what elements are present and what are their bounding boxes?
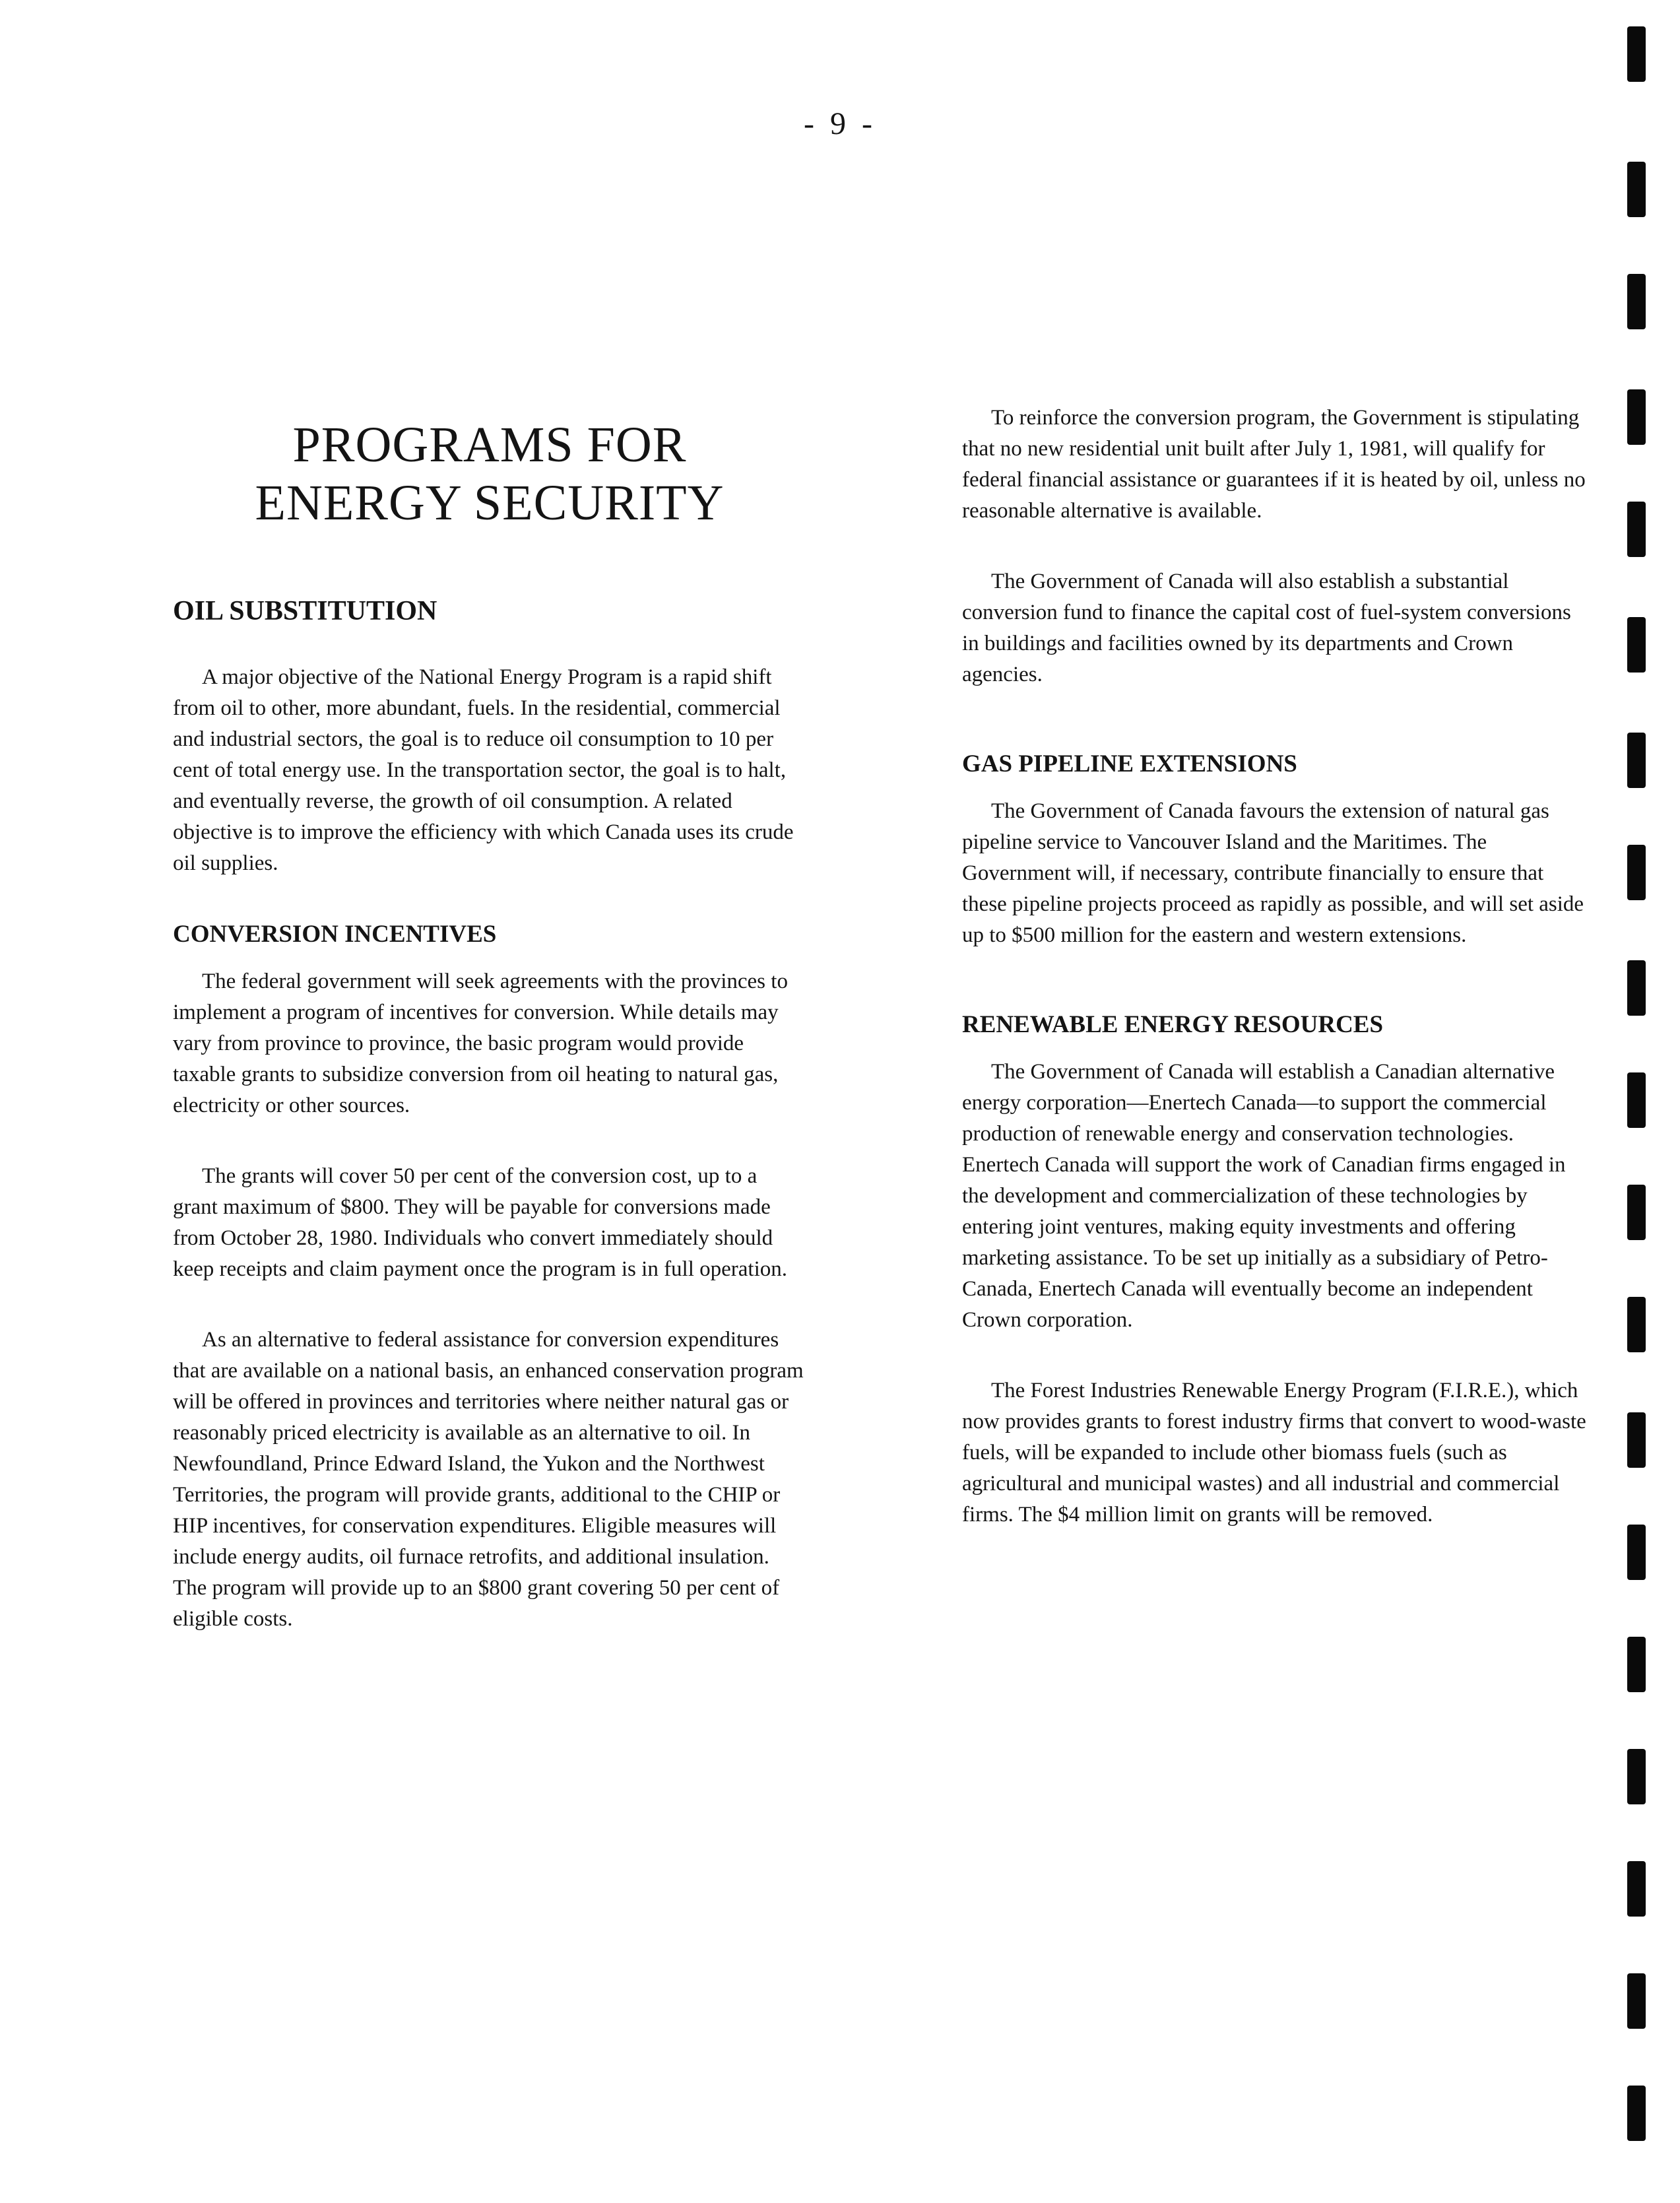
page-number: - 9 - (804, 106, 876, 141)
binder-mark (1627, 733, 1646, 788)
oil-substitution-heading: OIL SUBSTITUTION (173, 596, 437, 626)
binder-mark (1627, 1973, 1646, 2029)
binder-mark (1627, 2086, 1646, 2141)
conversion-incentives-paragraph-3: As an alternative to federal assistance for conversion expenditures that are available on a national basis, an enhanced conservation program will be offered in provinces and territories where neither natural gas or reasonably priced electricity is available as an alternative to oil. In Newfoundland, Prince Edward Island, the Yukon and the Northwest Territories, the program will provide grants, additional to the CHIP or HIP incentives, for conservation expenditures. Eligible measures will include energy audits, oil furnace retrofits, and additional insulation. The program will provide up to an $800 grant covering 50 per cent of eligible costs. (173, 1328, 804, 1631)
conversion-fund-paragraph: The Government of Canada will also establish a substantial conversion fund to finance the capital cost of fuel-system conversions in buildings and facilities owned by its departments and Crown agencies. (962, 570, 1571, 686)
conversion-incentives-paragraph-2: The grants will cover 50 per cent of the conversion cost, up to a grant maximum of $800. They will be payable for conversions made from October 28, 1980. Individuals who convert immediately should keep receipts and claim payment once the program is in full operation. (173, 1164, 788, 1281)
binder-mark (1627, 845, 1646, 900)
binder-mark (1627, 1412, 1646, 1468)
binder-mark (1627, 617, 1646, 673)
right-column (962, 403, 1592, 1530)
page-title-line-2: ENERGY SECURITY (255, 475, 725, 531)
fire-program-paragraph: The Forest Industries Renewable Energy Program (F.I.R.E.), which now provides grants to forest industry firms that convert to wood-waste fuels, will be expanded to include other biomass fuels (such as agricultural and municipal wastes) and all industrial and commercial firms. The $4 million limit on grants will be removed. (962, 1379, 1586, 1527)
binder-mark (1627, 502, 1646, 557)
page-title-line-1: PROGRAMS FOR (292, 417, 687, 473)
binder-mark (1627, 1861, 1646, 1917)
enertech-paragraph: The Government of Canada will establish a Canadian alternative energy corporation—Enertech Canada—to support the commercial production of renewable energy and conservation technologies. Enertech Canada will support the work of Canadian firms engaged in the development and commercialization of these technologies by entering joint ventures, making equity investments and offering marketing assistance. To be set up initially as a subsidiary of Petro-Canada, Enertech Canada will eventually become an independent Crown corporation. (962, 1060, 1566, 1332)
binder-mark (1627, 1297, 1646, 1352)
left-column (173, 416, 806, 1635)
page-title (173, 416, 806, 532)
binder-marks (1627, 0, 1654, 2203)
binder-mark (1627, 1637, 1646, 1692)
binder-mark (1627, 960, 1646, 1016)
conversion-incentives-heading: CONVERSION INCENTIVES (173, 921, 497, 948)
binder-mark (1627, 1749, 1646, 1804)
binder-mark (1627, 162, 1646, 217)
residential-unit-paragraph: To reinforce the conversion program, the Government is stipulating that no new residential unit built after July 1, 1981, will qualify for federal financial assistance or guarantees if it is heated by oil, unless no reasonable alternative is available. (962, 406, 1586, 523)
conversion-incentives-paragraph-1: The federal government will seek agreements with the provinces to implement a program of incentives for conversion. While details may vary from province to province, the basic program would provide taxable grants to subsidize conversion from oil heating to natural gas, electricity or other sources. (173, 970, 788, 1117)
binder-mark (1627, 1185, 1646, 1240)
gas-pipeline-paragraph: The Government of Canada favours the extension of natural gas pipeline service to Vancouver Island and the Maritimes. The Government will, if necessary, contribute financially to ensure that these pipeline projects proceed as rapidly as possible, and will set aside up to $500 million for the eastern and western extensions. (962, 799, 1584, 947)
oil-substitution-paragraph: A major objective of the National Energy Program is a rapid shift from oil to other, more abundant, fuels. In the residential, commercial and industrial sectors, the goal is to reduce oil consumption to 10 per cent of total energy use. In the transportation sector, the goal is to halt, and eventually reverse, the growth of oil consumption. A related objective is to improve the efficiency with which Canada uses its crude oil supplies. (173, 665, 794, 875)
binder-mark (1627, 389, 1646, 445)
binder-mark (1627, 1072, 1646, 1128)
renewable-energy-heading: RENEWABLE ENERGY RESOURCES (962, 1011, 1384, 1038)
gas-pipeline-heading: GAS PIPELINE EXTENSIONS (962, 750, 1297, 777)
binder-mark (1627, 26, 1646, 82)
binder-mark (1627, 274, 1646, 329)
binder-mark (1627, 1525, 1646, 1580)
